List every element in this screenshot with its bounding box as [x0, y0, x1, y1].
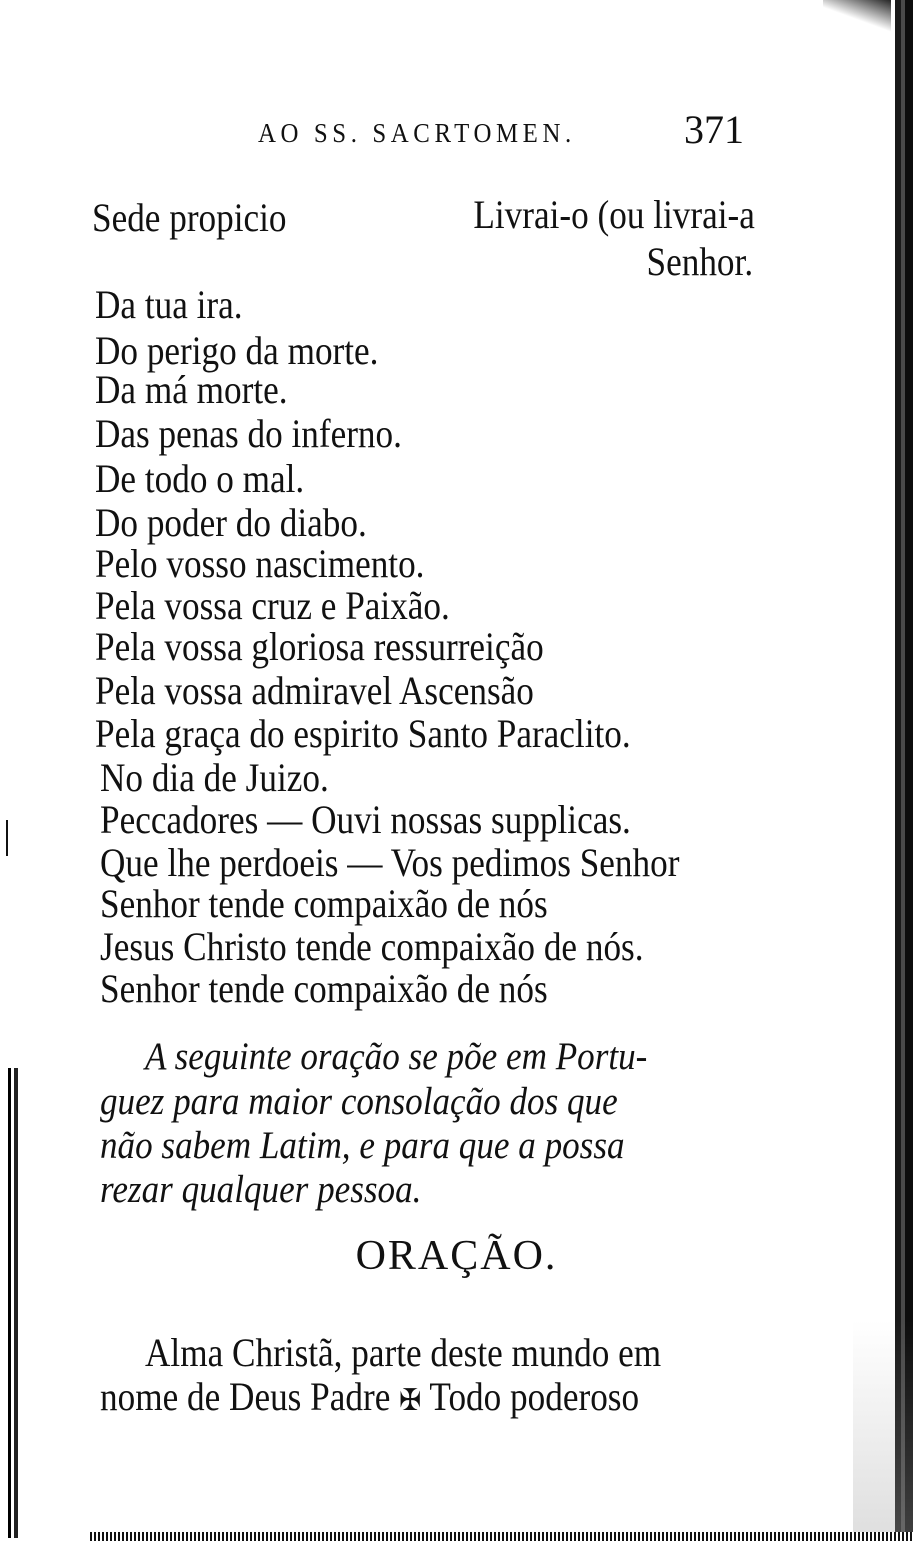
litany-line: Da tua ira.: [95, 282, 243, 327]
litany-line: Do poder do diabo.: [95, 500, 367, 545]
litany-intro-left: Sede propicio: [92, 195, 287, 240]
litany-line: Das penas do inferno.: [95, 411, 402, 456]
rubric-line: rezar qualquer pessoa.: [100, 1168, 422, 1211]
page-left-edge: [8, 1068, 18, 1538]
litany-line: Pela vossa cruz e Paixão.: [95, 583, 450, 628]
litany-line: Pela graça do espirito Santo Paraclito.: [95, 711, 631, 756]
prayer-line-text: Todo poderoso: [429, 1374, 640, 1419]
page-right-edge: [891, 0, 913, 1541]
page-header: [0, 107, 913, 160]
litany-line: Jesus Christo tende compaixão de nós.: [100, 924, 644, 969]
page-bottom-edge: [90, 1532, 913, 1541]
litany-intro-right: Livrai-o (ou livrai-a: [473, 192, 755, 237]
rubric-line: A seguinte oração se põe em Portu-: [145, 1035, 648, 1078]
page-right-edge-shadow: [853, 1320, 913, 1541]
litany-line: No dia de Juizo.: [100, 755, 329, 800]
prayer-line-text: nome de Deus Padre: [100, 1374, 391, 1419]
litany-intro-right-cont: Senhor.: [646, 239, 753, 284]
page-number: 371: [684, 107, 744, 152]
litany-line: Senhor tende compaixão de nós: [100, 881, 548, 926]
cross-icon: ✠: [399, 1384, 422, 1417]
litany-line: Da má morte.: [95, 367, 288, 412]
prayer-heading: ORAÇÃO.: [355, 1233, 558, 1279]
litany-line: Senhor tende compaixão de nós: [100, 966, 548, 1011]
litany-line: Pela vossa gloriosa ressurreição: [95, 624, 544, 669]
litany-line: De todo o mal.: [95, 456, 305, 501]
rubric-line: não sabem Latim, e para que a possa: [100, 1124, 625, 1167]
rubric-line: guez para maior consolação dos que: [100, 1080, 618, 1123]
litany-line: Peccadores — Ouvi nossas supplicas.: [100, 797, 631, 842]
litany-line: Do perigo da morte.: [95, 328, 379, 373]
prayer-line: [100, 1374, 640, 1419]
litany-line: Pelo vosso nascimento.: [95, 541, 425, 586]
running-head: AO SS. SACRTOMEN.: [258, 118, 576, 148]
litany-line: Que lhe perdoeis — Vos pedimos Senhor: [100, 840, 680, 885]
prayer-line: Alma Christã, parte deste mundo em: [145, 1330, 662, 1375]
litany-line: Pela vossa admiravel Ascensão: [95, 668, 534, 713]
page-left-mark: [6, 820, 8, 856]
